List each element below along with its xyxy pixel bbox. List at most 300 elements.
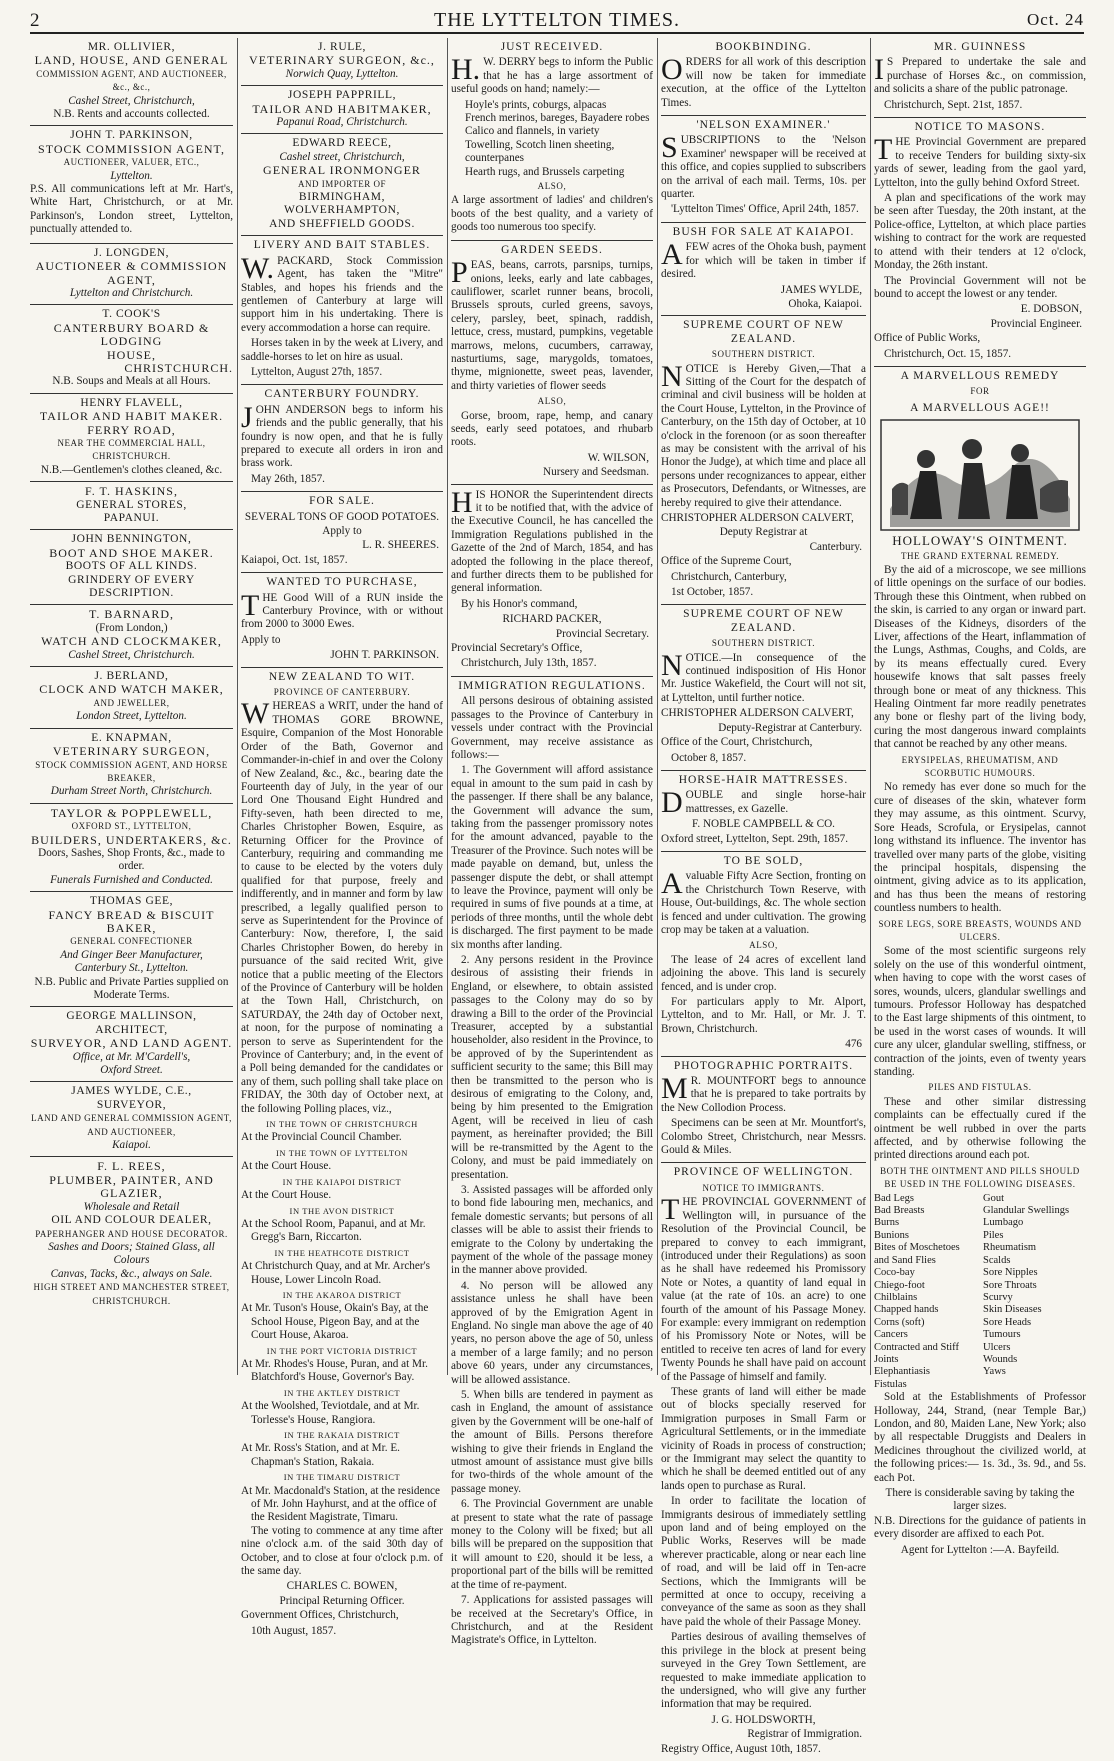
ad-body: By the aid of a microscope, we see millions of little openings on the surface of our bodies. Through these this Ointment, when rubbed on the skin, is carried to any organ or inward part. Diseases of the Kidneys, disorders of the Liver, affections of the Heart, inflammation of the Lungs, Asthmas, Coughs, and Colds, are by its means effectually cured. Every housewife knows that salt passes freely through bone or meat of any thickness. This Healing Ointment far more readily penetrates any bone or fleshy part of the living body, curing the most dangerous inward complaints that cannot be reached by any other means. [874,563,1086,751]
list-item: Rheumatism [983,1242,1037,1254]
list-item: Chiego-foot [874,1279,925,1291]
ad-line: VETERINARY SURGEON, &c., [249,53,435,68]
ad-line: Papanui Road, Christchurch. [276,116,408,129]
list-item: Scalds [983,1254,1011,1266]
notice-office: Provincial Secretary's Office, [451,642,583,655]
ad-line: AUCTIONEER & COMMISSION AGENT, [35,259,228,287]
list-item: Sore Throats [983,1279,1037,1291]
issue-date: Oct. 24 [1026,10,1084,29]
notice-body: R. MOUNTFORT begs to announce that he is prepared to take portraits by the New Collodion Process. [661,1075,866,1114]
notice-to-be-sold [661,855,866,1057]
ad-line: Durham Street North, Christchurch. [50,785,213,798]
notice-apply: Apply to [322,525,362,537]
notice-writ [241,671,443,1643]
ad-line: SURVEYOR, AND LAND AGENT. [30,1036,233,1051]
notice-subheading: SOUTHERN DISTRICT. [711,638,816,649]
ad-name: HENRY FLAVELL, [80,396,183,409]
engraving-illustration [880,419,1080,531]
notice-bookbinding [661,41,866,116]
ad-line: OIL AND COLOUR DEALER, [51,1214,212,1227]
ad-line: FANCY BREAD & BISCUIT BAKER, [48,907,215,935]
notice-subheading: NOTICE TO IMMIGRANTS. [702,1182,825,1193]
notice-body: A large assortment of ladies' and children's boots of the best quality, and a variety of goods too numerous too specify. [451,194,653,234]
ad-line: AUCTIONEER, VALUER, ETC., [63,157,200,168]
ad-barnard [30,605,233,667]
ad-line: GENERAL IRONMONGER [263,163,421,178]
notice-body: Gorse, broom, rape, hemp, and canary seeds, early seed potatoes, and rhubarb roots. [451,409,653,449]
list-item: Yaws [983,1366,1006,1378]
ad-line: PAPERHANGER AND HOUSE DECORATOR. [35,1228,228,1239]
ad-line: CHRISTCHURCH. [92,451,171,462]
ad-name: JOHN T. PARKINSON, [70,129,193,142]
notice-body: HE Provincial Government are prepared to receive Tenders for building sixty-six yards of sewer, leading from the gaol yard, Lyttelton, into the gully behind Oxford Street. [874,136,1086,189]
ad-papprill [241,86,443,134]
ad-note: N.B. Soups and Meals at all Hours. [52,375,211,388]
ad-line: AND SHEFFIELD GOODS. [269,217,415,230]
notice-role: Nursery and Seedsman. [543,466,649,479]
notice-role: Deputy-Registrar at Canterbury. [718,721,862,734]
district-name: IN THE AKTLEY DISTRICT [283,1387,401,1398]
ad-line: ARCHITECT, [95,1023,168,1036]
ad-title: HOLLOWAY'S OINTMENT. [892,533,1068,549]
ad-haskins [30,482,233,530]
notice-office: Office of the Supreme Court, [661,555,792,568]
notice-body: HE Good Will of a RUN inside the Canterbury Province, with or without from 2000 to 3000 Ewes. [241,591,443,631]
ad-note: P.S. All communications left at Mr. Hart's, White Hart, Christchurch, or at Mr. Parkinson's, London street, Lyttelton, punctually attended to. [30,183,233,236]
notice-heading: MR. GUINNESS [933,41,1027,53]
notice-for-sale [241,495,443,573]
notice-body: OTICE is Hereby Given,—That a Sitting of the Court for the despatch of criminal and civil business will be holden at the Court House, Lyttelton, in the Province of Canterbury, on the 15th day of October, at 10 o'clock in the forenoon (or as soon thereafter as may be consistent with the arrival of his Honor the Judge), at which time and place all persons under recognizances to appear, either as Prosecutors, Defendants, or Witnesses, are hereby required to give their attendance. [661,362,866,509]
notice-heading: HORSE-HAIR MATTRESSES. [678,773,849,786]
notice-livery-stables [241,239,443,385]
column-2 [241,38,443,1637]
notice-body: The Provincial Government will not be bound to accept the lowest or any tender. [874,274,1086,300]
notice-office: Office of Public Works, [874,332,981,345]
notice-body: EAS, beans, carrots, parsnips, turnips, onions, leeks, early and late cabbages, cauliflower, scarlet runner beans, brocoli, Brussels sprouts, curled greens, savoys, celery, parsley, beet, spinach, raddish, lettuce, cress, mustard, pumpkins, vegetable marrows, melons, cucumbers, carraway, nasturtiums, sage, marygolds, tomatoes, thyme, mignionette, sweet peas, lavender, and thirty varieties of flower seeds [451,259,653,392]
notice-subheading: PROVINCE OF CANTERBURY. [273,687,411,698]
notice-superintendent [451,485,653,677]
notice-heading: TO BE SOLD, [723,854,804,867]
ad-subheading: PILES AND FISTULAS. [928,1082,1032,1093]
notice-body: FEW acres of the Ohoka bush, payment for which will be taken in timber if desired. [661,241,866,281]
ad-line: PLUMBER, PAINTER, AND GLAZIER, [49,1172,214,1201]
drop-cap: N [661,359,683,393]
column-rule [657,38,658,1375]
drop-cap: W [241,697,270,731]
ad-line: TAILOR AND HABIT MAKER. [39,409,224,424]
ad-taylor-popplewell [30,804,233,892]
ad-name: TAYLOR & POPPLEWELL, [50,805,213,820]
regulation-paragraph: 3. Assisted passages will be afforded only to bond fide labouring men, mechanics, and female domestic servants; but persons of all classes will be able to assist their friends to emigrate to the Colony by undertaking the payment of the whole of the passage money in the manner above provided. [451,1183,653,1277]
column-1 [30,38,233,1375]
ad-name: JOHN BENNINGTON, [71,533,192,546]
ad-name: J. LONGDEN, [93,246,170,259]
district-name: IN THE TIMARU DISTRICT [283,1472,401,1483]
polling-place: At the Court House. [241,1160,332,1173]
ad-berland [30,667,233,729]
ad-line: Oxford Street. [100,1064,163,1077]
ad-line: GENERAL STORES, [76,498,187,511]
list-item: Chapped hands [874,1304,939,1316]
ad-line: STOCK COMMISSION AGENT, AND HORSE [35,759,228,770]
notice-supreme-court-2 [661,608,866,770]
ad-rees [30,1157,233,1311]
column-5 [874,38,1086,1556]
list-item: Contracted and Stiff [874,1341,959,1353]
notice-date: Christchurch, Sept. 21st, 1857. [884,98,1023,111]
ad-body: These and other similar distressing complaints can be effectually cured if the ointment be well rubbed in over the parts affected, and by otherwise following the printed directions around each pot. [874,1095,1086,1162]
notice-body: Horses taken in by the week at Livery, and saddle-horses to let on hire as usual. [241,337,443,363]
ad-line: And Ginger Beer Manufacturer, [60,948,203,961]
regulation-paragraph: 1. The Government will afford assistance equal in amount to the sum paid in cash by the passenger. If there shall be any balance, the Government will advance the sum, taking from the passenger promissory notes for the amount advanced, payable to the Treasurer of the Province. Such notes will be made payable on demand, but, unless the passenger dispute the debt, or shall attempt to leave the Province, payment will only be required in sums of five pounds at a time, at periods of three months, until the whole debt is discharged. The first payment to be made six months after landing. [451,764,653,951]
notice-signer: JAMES WYLDE, [780,283,862,296]
drop-cap: A [661,867,683,901]
notice-heading: SUPREME COURT OF NEW ZEALAND. [683,608,844,634]
list-item: Towelling, Scotch linen sheeting, counterpanes [465,138,615,165]
list-item: Bunions [874,1229,910,1241]
notice-body: RDERS for all work of this description will now be taken for immediate execution, at the office of the Lyttelton Times. [661,56,866,109]
notice-heading: PROVINCE OF WELLINGTON. [673,1166,854,1179]
ad-name: MR. OLLIVIER, [87,41,176,53]
ad-line: CHRISTCHURCH. [124,360,233,375]
polling-places [241,1118,443,1525]
ad-reece [241,134,443,236]
ad-line: Lyttelton. [110,169,153,182]
notice-heading: FOR SALE. [309,495,375,508]
list-item: Sore Heads [983,1316,1032,1328]
ad-headline: FOR [970,386,990,397]
district-name: IN THE TOWN OF LYTTELTON [275,1147,409,1158]
notice-signer: J. G. HOLDSWORTH, [711,1713,816,1726]
ad-holloway [874,370,1086,1557]
drop-cap: T [241,588,260,622]
ad-line: Cashel Street, Christchurch, [68,94,195,107]
polling-place: At Mr. Ross's Station, and at Mr. E. Chapman's Station, Rakaia. [241,1442,400,1468]
polling-place: At the Provincial Council Chamber. [241,1131,402,1144]
list-item: Corns (soft) [874,1316,925,1328]
ad-name: F. L. REES, [97,1159,166,1174]
ad-name: THOMAS GEE, [89,895,174,908]
ad-line: Canvas, Tacks, &c., always on Sale. [50,1267,213,1280]
column-3 [451,38,653,1647]
ad-body: Some of the most scientific surgeons rely solely on the use of this wonderful ointment, when having to cope with the worst cases of sores, wounds, ulcers, glandular swellings and tumours. Professor Holloway has despatched to the East large shipments of this ointment, to be used in the worst cases of wounds. It will cure any ulcer, glandular swelling, stiffness, or contraction of the joints, even of twenty years standing. [874,945,1086,1078]
district-name: IN THE RAKAIA DISTRICT [284,1430,400,1440]
notice-body: S Prepared to undertake the sale and purchase of Horses &c., on commission, and solicits a share of the public patronage. [874,56,1086,96]
ad-line: BOOTS OF ALL KINDS. [65,560,198,573]
ad-subheading: SORE LEGS, SORE BREASTS, WOUNDS AND ULCERS. [878,918,1082,942]
ad-bennington [30,530,233,605]
list-item: Hoyle's prints, coburgs, alpacas [465,98,607,111]
drop-cap: D [661,786,683,820]
ad-body: No remedy has ever done so much for the cure of diseases of the skin, whatever form they may assume, as this ointment. Scurvy, Sore Heads, Scrofula, or Erysipelas, cannot long withstand its influence. The inventor has travelled over many parts of the globe, visiting the principal hospitals, dispensing the ointment, giving advice as to its application, and has thus been the means of restoring countless numbers to health. [874,781,1086,915]
ad-note: N.B.—Gentlemen's clothes cleaned, &c. [40,463,223,476]
list-item: Bad Breasts [874,1205,925,1217]
notice-office: 'Lyttelton Times' Office, April 24th, 1857. [671,203,859,216]
list-item: Fistulas [874,1378,907,1390]
notice-heading: CANTERBURY FOUNDRY. [264,388,420,401]
ad-parkinson [30,126,233,243]
regulation-paragraph: 6. The Provincial Government are unable at present to state what the rate of passage money to the Colony will be fixed; but all bills will be prepared on the supposition that it will amount to £20, should it be less, a proportional part of the bills will be remitted at the time of re-payment. [451,1498,653,1591]
page-number: 2 [30,10,40,31]
drop-cap: P [451,256,468,290]
column-rule [447,38,448,1375]
drop-cap: M [661,1072,688,1106]
list-item: Chilblains [874,1291,918,1303]
drop-cap: H [451,485,473,519]
notice-to-masons [874,121,1086,367]
notice-heading: WANTED TO PURCHASE, [266,576,418,589]
ad-line: Wholesale and Retail [83,1200,180,1213]
notice-supreme-court-1 [661,319,866,605]
notice-nelson-examiner [661,119,866,223]
notice-body: OHN ANDERSON begs to inform his friends and the public generally, that his foundry is now open, and that he is fully prepared to execute all orders in iron and brass work. [241,403,443,470]
notice-foundry [241,388,443,492]
ad-line: Norwich Quay, Lyttelton. [285,67,399,80]
list-item: Lumbago [983,1217,1024,1229]
ad-mallinson [30,1007,233,1082]
ad-name: JOSEPH PAPPRILL, [287,89,397,102]
drop-cap: I [874,53,884,87]
ad-line: CANTERBURY BOARD & LODGING [53,320,210,349]
list-item: Tumours [983,1329,1021,1341]
ad-flavell [30,394,233,482]
ad-note: There is considerable saving by taking the larger sizes. [885,1487,1075,1513]
notice-heading: JUST RECEIVED. [500,41,604,53]
notice-heading: GARDEN SEEDS. [501,243,603,256]
ad-line: AND JEWELLER, [93,697,170,708]
list-item: French merinos, bareges, Bayadere robes [465,112,650,125]
notice-date: Kaiapoi, Oct. 1st, 1857. [241,553,348,566]
drop-cap: S [661,131,678,165]
notice-number: 476 [845,1038,862,1051]
notice-body: UBSCRIPTIONS to the 'Nelson Examiner' newspaper will be received at this office, and copies supplied to subscribers on the arrival of each mail. Terms, 10s. per quarter. [661,134,866,201]
notice-body: IS HONOR the Superintendent directs it to be notified that, with the advice of the Executive Council, he has cancelled the Immigration Regulations published in the Gazette of the 2nd of March, 1854, and has adopted the following in the place thereof, and further directs them to be published for general information. [451,488,653,595]
notice-just-received [451,41,653,241]
district-name: IN THE AVON DISTRICT [289,1205,395,1216]
newspaper-title: THE LYTTELTON TIMES. [434,9,680,31]
notice-mattresses [661,774,866,852]
list-item [983,1379,1086,1391]
list-item: Glandular Swellings [983,1205,1070,1217]
ad-line: TAILOR AND HABITMAKER, [252,101,432,116]
notice-body: OTICE.—In consequence of the continued indisposition of His Honor Mr. Justice Wakefield, the Court will not sit, at Lyttelton, until further notice. [661,651,866,704]
ad-ollivier [30,38,233,126]
notice-also: ALSO, [749,940,778,951]
list-item: Scurvy [983,1291,1013,1303]
drop-cap: J [241,400,253,434]
regulation-paragraph: 5. When bills are tendered in payment as cash in England, the amount of assistance given by the Government will be one-half of the amount of Bills. Persons therefore wishing to give their friends in England the utmost amount of assistance must give bills for two-thirds of the whole amount of the passage money. [451,1389,653,1495]
polling-place: At Mr. Macdonald's Station, at the residence of Mr. John Hayhurst, and at the office of the Resident Magistrate, Timaru. [241,1484,440,1524]
notice-immigration-regulations [451,680,653,1653]
ad-note: N.B. Directions for the guidance of patients in every disorder are affixed to each Pot. [874,1514,1086,1541]
notice-body: The lease of 24 acres of excellent land adjoining the above. This land is securely fenced, and is under crop. [661,953,866,993]
ad-line: Doors, Sashes, Shop Fronts, &c., made to order. [38,846,225,873]
list-item: Joints [874,1353,899,1365]
ad-line: BOOT AND SHOE MAKER. [49,545,214,560]
masthead [30,8,1084,34]
notice-body: valuable Fifty Acre Section, fronting on the Christchurch Town Reserve, with House, Out-buildings, &c. The whole section is fenced and under cultivation. The growing crop may be taken at a valuation. [661,870,866,936]
polling-place: At the School Room, Papanui, and at Mr. Gregg's Barn, Riccarton. [241,1217,426,1244]
notice-heading: BOOKBINDING. [715,41,812,53]
list-item: Bites of Moschetoes [874,1242,960,1254]
ad-line: (From London,) [95,621,168,634]
polling-place: At the Woolshed, Teviotdale, and at Mr. Torlesse's House, Rangiora. [241,1400,420,1426]
ad-body: Sold at the Establishments of Professor Holloway, 244, Strand, (near Temple Bar,) London, and 80, Maiden Lane, New York; also by all respectable Druggists and Dealers in Medicines throughout the civilized world, at the following prices:— 1s. 3d., 3s. 9d., and 5s. each Pot. [874,1391,1086,1484]
notice-subheading: SOUTHERN DISTRICT. [711,349,816,360]
notice-place: Ohoka, Kaiapoi. [788,297,862,310]
ad-name: T. COOK'S [102,308,161,321]
ad-line: NEAR THE COMMERCIAL HALL, [57,437,206,448]
ad-headline: A MARVELLOUS AGE!! [910,401,1050,414]
polling-place: At Christchurch Quay, and at Mr. Archer's House, Lower Lincoln Road. [241,1260,430,1286]
list-item: Coco-bay [874,1267,915,1279]
notice-heading: IMMIGRATION REGULATIONS. [458,679,646,692]
ad-rule [241,38,443,86]
list-item: Piles [983,1229,1004,1241]
drop-cap: N [661,648,683,682]
notice-body: For particulars apply to Mr. Alport, Lyttelton, and to Mr. Hall, or Mr. J. T. Brown, Christchurch. [661,996,866,1035]
drop-cap: T [874,133,893,167]
list-item: Hearth rugs, and Brussels carpeting [465,165,625,178]
ad-line: GRINDERY OF EVERY DESCRIPTION. [68,573,195,600]
list-item: Calico and flannels, in variety [465,125,600,138]
notice-signer: W. WILSON, [587,451,649,464]
notice-date: October 8, 1857. [671,751,747,764]
polling-place: At Mr. Rhodes's House, Puran, and at Mr. Blatchford's House, Governor's Bay. [241,1357,428,1384]
list-item: Bad Legs [874,1192,914,1204]
notice-date: Christchurch, Oct. 15, 1857. [884,347,1012,360]
notice-office: Registry Office, August 10th, 1857. [661,1742,821,1755]
district-name: IN THE PORT VICTORIA DISTRICT [266,1345,418,1356]
notice-body: A plan and specifications of the work may be seen after Tuesday, the 20th instant, at the Police-office, Lyttelton, at which place parties wishing to contract for the work are requested to attend with their tenders at 12 o'clock, Monday, the 26th instant. [874,192,1086,272]
ad-line: HIGH STREET AND MANCHESTER STREET, [33,1282,230,1293]
district-name: IN THE KAIAPOI DISTRICT [282,1176,402,1187]
ad-subheading: ERYSIPELAS, RHEUMATISM, AND SCORBUTIC HUMOURS. [901,754,1059,779]
ad-line: BIRMINGHAM, WOLVERHAMPTON, [283,191,401,217]
notice-date: Lyttelton, August 27th, 1857. [251,365,383,378]
district-name: IN THE AKAROA DISTRICT [282,1289,402,1300]
ad-name: F. T. HASKINS, [85,484,178,499]
ad-name: J. BERLAND, [94,670,169,683]
ad-name: EDWARD REECE, [292,137,392,150]
ad-line: GENERAL CONFECTIONER [70,936,193,947]
notice-body: The voting to commence at any time after nine o'clock a.m. of the said 30th day of October, and to close at four o'clock p.m. of the same day. [241,1524,443,1578]
notice-body: These grants of land will either be made out of blocks specially reserved for Immigration purposes in Small Farm or Agricultural Settlements, or in the immediate vicinity of Roads in process of construction; or the Immigrant may select the quantity to which he shall be deemed entitled out of any lands open to purchase as Rural. [661,1385,866,1492]
notice-also: ALSO, [537,396,567,407]
ad-name: GEORGE MALLINSON, [66,1010,197,1023]
ad-note: N.B. Public and Private Parties supplied on Moderate Terms. [34,975,229,1001]
ad-line: OXFORD ST., LYTTELTON, [71,821,192,832]
notice-heading: SUPREME COURT OF NEW ZEALAND. [683,319,844,345]
ad-line: SURVEYOR, [96,1098,167,1111]
notice-signer: CHRISTOPHER ALDERSON CALVERT, [661,512,854,524]
ad-line: AND AUCTIONEER, [87,1126,176,1137]
notice-bush-for-sale [661,226,866,316]
notice-heading: PHOTOGRAPHIC PORTRAITS. [673,1059,854,1072]
notice-heading: BUSH FOR SALE AT KAIAPOI. [672,225,855,238]
notice-body: Parties desirous of availing themselves of this privilege in the block at present being surveyed in the Grey Town Settlement, are requested to make immediate application to the undersigned, who will give any further information that may be required. [661,1631,866,1711]
notice-role: Canterbury. [809,540,862,553]
notice-by: By his Honor's command, [461,597,578,610]
ad-line: PAPANUI. [103,512,160,524]
drop-cap: O [661,53,683,87]
ad-wylde [30,1082,233,1157]
drop-cap: T [661,1193,680,1227]
notice-heading: NEW ZEALAND TO WIT. [268,670,416,683]
ad-subheading: BOTH THE OINTMENT AND PILLS SHOULD BE USED IN THE FOLLOWING DISEASES. [880,1165,1080,1190]
ad-line: Sashes and Doors; Stained Glass, all Colours [48,1240,215,1267]
notice-signer: L. R. SHEERES. [362,539,439,552]
regulation-paragraph: 2. Any persons resident in the Province desirous of assisting their friends in England, or elsewhere, to obtain assisted passages to the Colony may do so by drawing a Bill to the order of the Provincial Treasurer, accepted by a substantial householder, also resident in the Province, to be approved of by the Superintendent as sufficient security to the same; this Bill may then be transmitted to the person who is desirous of emigrating to the Colony, and, being by him presented to the Emigration Agent, will be received in lieu of cash payment, as hereinafter provided; the Bill will be re-transmitted by the Agent to the Colony, and must be paid immediately on presentation. [451,954,653,1181]
ad-note: N.B. Rents and accounts collected. [53,108,210,121]
list-item: Burns [874,1217,900,1229]
ad-name: T. BARNARD, [88,607,175,622]
ad-headline: A MARVELLOUS REMEDY [900,369,1060,382]
district-name: IN THE HEATHCOTE DISTRICT [274,1247,410,1258]
ad-line: VETERINARY SURGEON, [52,744,211,759]
notice-heading: 'NELSON EXAMINER.' [696,119,831,132]
ad-agent: Agent for Lyttelton :—A. Bayfeild. [900,1543,1060,1556]
ad-line: BREAKER, [107,772,156,783]
ad-line: Cashel Street, Christchurch. [68,648,195,661]
notice-role: Provincial Secretary. [555,627,649,640]
drop-cap: A [661,238,683,272]
notice-body: W. DERRY begs to inform the Public that he has a large assortment of useful goods on hand; namely:— [451,56,653,96]
notice-wellington [661,1166,866,1760]
column-4 [661,38,866,1755]
ad-name: J. RULE, [318,41,366,53]
notice-role: Provincial Engineer. [990,317,1082,330]
notice-body: PACKARD, Stock Commission Agent, has taken the "Mitre" Stables, and hopes his friends and the gentlemen of Canterbury at large will support him in his undertaking. There is every accommodation a horse can require. [241,254,443,334]
notice-garden-seeds [451,244,653,485]
notice-role: Registrar of Immigration. [747,1728,862,1741]
notice-wanted [241,576,443,667]
notice-body: SEVERAL TONS OF GOOD POTATOES. [244,510,440,523]
ad-line: WATCH AND CLOCKMAKER, [41,634,222,649]
notice-date: 10th August, 1857. [251,1624,337,1637]
polling-place: At Mr. Tuson's House, Okain's Bay, at the School House, Pigeon Bay, and at the Court House, Akaroa. [241,1302,429,1342]
list-item: Ulcers [983,1341,1011,1353]
ad-line: Office, at Mr. M'Cardell's, [72,1050,191,1063]
notice-heading: LIVERY AND BAIT STABLES. [253,239,431,252]
ad-knapman [30,729,233,804]
notice-body: OUBLE and single horse-hair mattresses, ex Gazelle. [685,789,866,815]
ad-line: LAND, HOUSE, AND GENERAL [34,53,229,68]
list-item: and Sand Flies [874,1254,936,1266]
drop-cap: W. [241,251,275,285]
notice-date: 1st October, 1857. [671,586,754,599]
ad-line: CHRISTCHURCH. [92,1295,171,1306]
notice-date: May 26th, 1857. [251,472,325,485]
ad-subheading: THE GRAND EXTERNAL REMEDY. [900,550,1060,561]
ad-name: JAMES WYLDE, C.E., [71,1085,192,1098]
notice-body: All persons desirous of obtaining assisted passages to the Province of Canterbury in vessels under contract with the Provincial Government, may receive assistance as follows:— [451,695,653,761]
list-item: Elephantiasis [874,1366,930,1378]
regulation-paragraph: 7. Applications for assisted passages will be received at the Secretary's Office, in Christchurch, and at the Resident Magistrate's Office, in Lyttelton. [451,1594,653,1647]
disease-list [874,1193,1086,1392]
notice-body: In order to facilitate the location of Immigrants desirous of immediately settling upon land and of being employed on the Public Works, Reserves will be made wherever practicable, along or near each line of road, and will be laid off in Ten-acre Sections, which the Immigrants will be permitted at once to occupy, receiving a conveyance of the same as soon as they shall have paid the whole of their Passage Money. [661,1495,866,1628]
notice-photographic-portraits [661,1060,866,1164]
ad-line: LAND AND GENERAL COMMISSION AGENT, [31,1113,232,1124]
ad-line: Lyttelton and Christchurch. [69,286,194,299]
ad-line: BUILDERS, UNDERTAKERS, &c. [31,832,232,847]
notice-role: Deputy Registrar at [719,526,808,539]
notice-office: Christchurch, Canterbury, [671,570,787,583]
ad-cook [30,305,233,393]
notice-body: HEREAS a WRIT, under the hand of THOMAS GORE BROWNE, Esquire, Companion of the Most Honorable Order of the Bath, Governor and Commander-in-chief in and over the Colony of New Zealand, &c., &c., bearing date the Fourteenth day of July, in the year of our Lord One Thousand Eight Hundred and Fifty-seven, hath been directed to me, Charles Christopher Bowen, Esquire, as Returning Officer for the Province of Canterbury, requiring and commanding me to cause to be elected by the voters duly qualified for that purpose, freely and indifferently, and in manner and form by law prescribed, a legally qualified person to serve as Superintendent for the Province of Canterbury: Now, therefore, I, the said Charles Christopher Bowen, do hereby in pursuance of the said recited Writ, give notice that a public meeting of the Electors of the Province of Canterbury will be holden at the Town Hall, Christchurch, on SATURDAY, the 24th day of October next, at noon, for the purpose of nominating a person to serve as Superintendent for the Province of Canterbury; and, in the event of a Poll being demanded for the candidates or any of them, such polling shall take place on FRIDAY, the 30th day of October next, at the following Polling places, viz., [241,700,443,1115]
list-item: Wounds [983,1353,1018,1365]
district-name: IN THE TOWN OF CHRISTCHURCH [266,1119,418,1130]
